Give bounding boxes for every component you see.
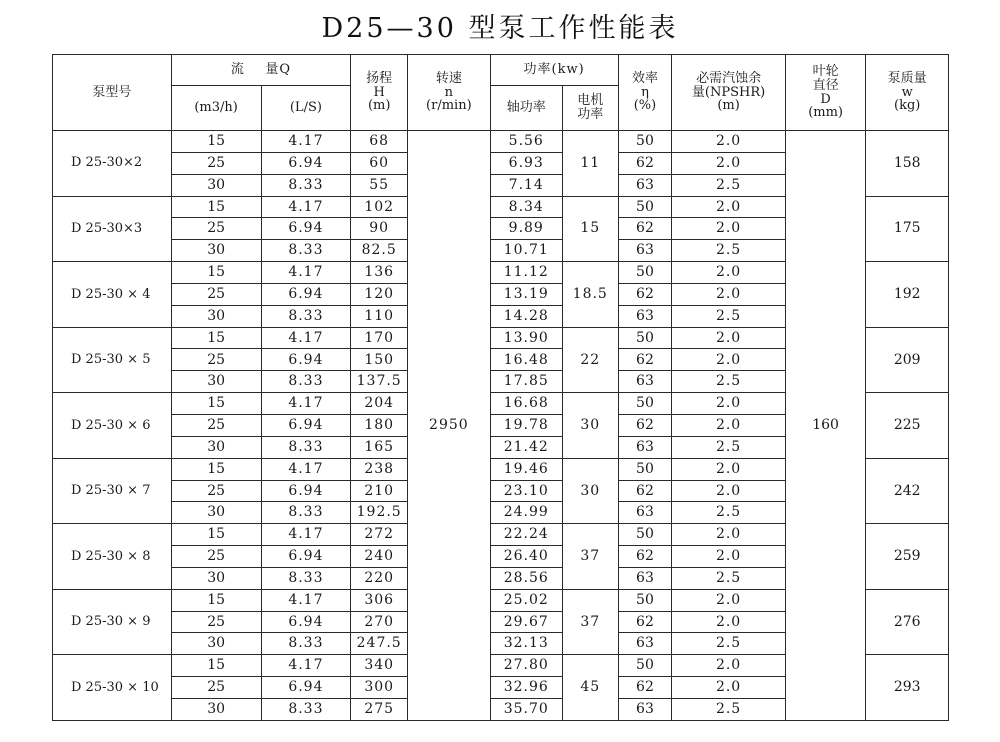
motor-power-cell: 45 [562, 655, 618, 721]
head-cell: 238 [351, 458, 408, 480]
shaft-power-cell: 11.12 [490, 262, 562, 284]
npsh-cell: 2.0 [672, 393, 786, 415]
flow-ls-cell: 4.17 [261, 655, 351, 677]
pump-weight-cell: 293 [866, 655, 949, 721]
flow-m3h-cell: 30 [171, 371, 261, 393]
motor-power-cell: 15 [562, 196, 618, 262]
efficiency-cell: 63 [618, 698, 672, 720]
npsh-cell: 2.0 [672, 196, 786, 218]
model-name: D 25-30 × 6 [53, 393, 172, 459]
efficiency-cell: 62 [618, 611, 672, 633]
flow-m3h-cell: 15 [171, 196, 261, 218]
head-cell: 90 [351, 218, 408, 240]
head-cell: 210 [351, 480, 408, 502]
efficiency-cell: 62 [618, 152, 672, 174]
npsh-cell: 2.0 [672, 458, 786, 480]
head-cell: 192.5 [351, 502, 408, 524]
npsh-cell: 2.0 [672, 655, 786, 677]
flow-m3h-cell: 25 [171, 152, 261, 174]
flow-m3h-cell: 25 [171, 480, 261, 502]
flow-m3h-cell: 15 [171, 655, 261, 677]
efficiency-cell: 63 [618, 567, 672, 589]
flow-ls-cell: 4.17 [261, 196, 351, 218]
shaft-power-cell: 16.68 [490, 393, 562, 415]
flow-ls-cell: 4.17 [261, 524, 351, 546]
flow-ls-cell: 4.17 [261, 131, 351, 153]
shaft-power-cell: 14.28 [490, 305, 562, 327]
shaft-power-cell: 17.85 [490, 371, 562, 393]
head-cell: 120 [351, 283, 408, 305]
model-name: D 25-30 × 5 [53, 327, 172, 393]
flow-ls-cell: 6.94 [261, 611, 351, 633]
flow-ls-cell: 4.17 [261, 262, 351, 284]
head-cell: 150 [351, 349, 408, 371]
npsh-cell: 2.0 [672, 283, 786, 305]
head-cell: 300 [351, 677, 408, 699]
flow-m3h-cell: 25 [171, 349, 261, 371]
head-cell: 55 [351, 174, 408, 196]
page-title: D25—30 型泵工作性能表 [321, 13, 679, 44]
npsh-cell: 2.5 [672, 240, 786, 262]
efficiency-cell: 62 [618, 414, 672, 436]
efficiency-cell: 62 [618, 349, 672, 371]
flow-ls-cell: 6.94 [261, 349, 351, 371]
flow-ls-cell: 6.94 [261, 480, 351, 502]
head-cell: 68 [351, 131, 408, 153]
npsh-cell: 2.0 [672, 611, 786, 633]
head-cell: 220 [351, 567, 408, 589]
head-cell: 137.5 [351, 371, 408, 393]
table-body [53, 131, 949, 721]
shaft-power-cell: 32.96 [490, 677, 562, 699]
shaft-power-cell: 21.42 [490, 436, 562, 458]
npsh-cell: 2.0 [672, 677, 786, 699]
shaft-power-cell: 23.10 [490, 480, 562, 502]
flow-ls-cell: 4.17 [261, 458, 351, 480]
flow-ls-cell: 4.17 [261, 589, 351, 611]
head-cell: 275 [351, 698, 408, 720]
shaft-power-cell: 8.34 [490, 196, 562, 218]
flow-m3h-cell: 30 [171, 436, 261, 458]
motor-power-cell: 22 [562, 327, 618, 393]
performance-table [52, 54, 949, 721]
header-shaft-power: 轴功率 [490, 86, 562, 131]
flow-m3h-cell: 15 [171, 327, 261, 349]
npsh-cell: 2.0 [672, 480, 786, 502]
shaft-power-cell: 6.93 [490, 152, 562, 174]
flow-m3h-cell: 15 [171, 262, 261, 284]
pump-weight-cell: 259 [866, 524, 949, 590]
head-cell: 82.5 [351, 240, 408, 262]
shaft-power-cell: 24.99 [490, 502, 562, 524]
flow-m3h-cell: 30 [171, 698, 261, 720]
head-cell: 102 [351, 196, 408, 218]
head-cell: 240 [351, 546, 408, 568]
flow-m3h-cell: 30 [171, 633, 261, 655]
npsh-cell: 2.0 [672, 349, 786, 371]
pump-weight-cell: 242 [866, 458, 949, 524]
efficiency-cell: 63 [618, 240, 672, 262]
npsh-cell: 2.0 [672, 524, 786, 546]
flow-m3h-cell: 25 [171, 611, 261, 633]
npsh-cell: 2.0 [672, 262, 786, 284]
efficiency-cell: 63 [618, 174, 672, 196]
flow-m3h-cell: 30 [171, 174, 261, 196]
shaft-power-cell: 35.70 [490, 698, 562, 720]
head-cell: 247.5 [351, 633, 408, 655]
header-impeller: 叶轮 直径 D (mm) [785, 55, 866, 131]
npsh-cell: 2.5 [672, 174, 786, 196]
header-flow-m3h: (m3/h) [171, 86, 261, 131]
shaft-power-cell: 28.56 [490, 567, 562, 589]
model-name: D 25-30 × 10 [53, 655, 172, 721]
efficiency-cell: 62 [618, 546, 672, 568]
flow-ls-cell: 8.33 [261, 698, 351, 720]
motor-power-cell: 30 [562, 458, 618, 524]
efficiency-cell: 50 [618, 196, 672, 218]
efficiency-cell: 63 [618, 502, 672, 524]
head-cell: 272 [351, 524, 408, 546]
efficiency-cell: 62 [618, 283, 672, 305]
shaft-power-cell: 22.24 [490, 524, 562, 546]
pump-weight-cell: 276 [866, 589, 949, 655]
flow-ls-cell: 8.33 [261, 240, 351, 262]
model-name: D 25-30 × 9 [53, 589, 172, 655]
npsh-cell: 2.5 [672, 502, 786, 524]
motor-power-cell: 30 [562, 393, 618, 459]
flow-m3h-cell: 30 [171, 567, 261, 589]
efficiency-cell: 63 [618, 633, 672, 655]
pump-weight-cell: 192 [866, 262, 949, 328]
head-cell: 306 [351, 589, 408, 611]
shaft-power-cell: 19.46 [490, 458, 562, 480]
shaft-power-cell: 27.80 [490, 655, 562, 677]
flow-ls-cell: 6.94 [261, 283, 351, 305]
head-cell: 270 [351, 611, 408, 633]
flow-ls-cell: 6.94 [261, 218, 351, 240]
model-name: D 25-30 × 7 [53, 458, 172, 524]
motor-power-cell: 37 [562, 524, 618, 590]
shaft-power-cell: 5.56 [490, 131, 562, 153]
shaft-power-cell: 7.14 [490, 174, 562, 196]
efficiency-cell: 50 [618, 327, 672, 349]
header-weight: 泵质量 w (kg) [866, 55, 949, 131]
model-name: D 25-30×3 [53, 196, 172, 262]
shaft-power-cell: 29.67 [490, 611, 562, 633]
flow-ls-cell: 6.94 [261, 414, 351, 436]
efficiency-cell: 50 [618, 262, 672, 284]
pump-weight-cell: 225 [866, 393, 949, 459]
header-motor-power: 电机 功率 [562, 86, 618, 131]
pump-weight-cell: 175 [866, 196, 949, 262]
flow-m3h-cell: 15 [171, 393, 261, 415]
flow-ls-cell: 8.33 [261, 436, 351, 458]
model-name: D 25-30×2 [53, 131, 172, 197]
npsh-cell: 2.0 [672, 589, 786, 611]
header-flow-ls: (L/S) [261, 86, 351, 131]
motor-power-cell: 37 [562, 589, 618, 655]
flow-m3h-cell: 25 [171, 218, 261, 240]
flow-ls-cell: 6.94 [261, 546, 351, 568]
head-cell: 136 [351, 262, 408, 284]
npsh-cell: 2.0 [672, 546, 786, 568]
shaft-power-cell: 19.78 [490, 414, 562, 436]
flow-m3h-cell: 25 [171, 546, 261, 568]
flow-ls-cell: 8.33 [261, 633, 351, 655]
header-head: 扬程 H (m) [351, 55, 408, 131]
shaft-power-cell: 13.19 [490, 283, 562, 305]
flow-ls-cell: 8.33 [261, 305, 351, 327]
impeller-diameter-cell: 160 [785, 131, 866, 721]
npsh-cell: 2.0 [672, 414, 786, 436]
flow-ls-cell: 4.17 [261, 327, 351, 349]
flow-ls-cell: 6.94 [261, 152, 351, 174]
shaft-power-cell: 9.89 [490, 218, 562, 240]
efficiency-cell: 50 [618, 589, 672, 611]
shaft-power-cell: 10.71 [490, 240, 562, 262]
head-cell: 170 [351, 327, 408, 349]
header-npsh: 必需汽蚀余 量(NPSHR) (m) [672, 55, 786, 131]
npsh-cell: 2.5 [672, 436, 786, 458]
efficiency-cell: 62 [618, 480, 672, 502]
flow-m3h-cell: 30 [171, 305, 261, 327]
header-model: 泵型号 [53, 55, 172, 131]
speed-cell: 2950 [408, 131, 491, 721]
efficiency-cell: 62 [618, 677, 672, 699]
header-power: 功率(kw) [490, 55, 618, 86]
header-speed: 转速 n (r/min) [408, 55, 491, 131]
flow-ls-cell: 8.33 [261, 502, 351, 524]
motor-power-cell: 18.5 [562, 262, 618, 328]
npsh-cell: 2.0 [672, 218, 786, 240]
head-cell: 165 [351, 436, 408, 458]
flow-m3h-cell: 15 [171, 458, 261, 480]
motor-power-cell: 11 [562, 131, 618, 197]
pump-weight-cell: 158 [866, 131, 949, 197]
npsh-cell: 2.5 [672, 371, 786, 393]
model-name: D 25-30 × 4 [53, 262, 172, 328]
efficiency-cell: 63 [618, 305, 672, 327]
efficiency-cell: 62 [618, 218, 672, 240]
flow-m3h-cell: 25 [171, 677, 261, 699]
efficiency-cell: 50 [618, 524, 672, 546]
flow-m3h-cell: 25 [171, 414, 261, 436]
head-cell: 340 [351, 655, 408, 677]
efficiency-cell: 50 [618, 131, 672, 153]
table-row [53, 131, 949, 153]
flow-m3h-cell: 15 [171, 131, 261, 153]
npsh-cell: 2.0 [672, 152, 786, 174]
npsh-cell: 2.0 [672, 327, 786, 349]
shaft-power-cell: 16.48 [490, 349, 562, 371]
pump-weight-cell: 209 [866, 327, 949, 393]
shaft-power-cell: 26.40 [490, 546, 562, 568]
npsh-cell: 2.5 [672, 633, 786, 655]
shaft-power-cell: 13.90 [490, 327, 562, 349]
flow-ls-cell: 6.94 [261, 677, 351, 699]
shaft-power-cell: 25.02 [490, 589, 562, 611]
model-name: D 25-30 × 8 [53, 524, 172, 590]
npsh-cell: 2.5 [672, 305, 786, 327]
flow-ls-cell: 4.17 [261, 393, 351, 415]
flow-m3h-cell: 15 [171, 524, 261, 546]
flow-ls-cell: 8.33 [261, 567, 351, 589]
efficiency-cell: 63 [618, 371, 672, 393]
npsh-cell: 2.5 [672, 567, 786, 589]
header-flow: 流 量Q [171, 55, 351, 86]
head-cell: 110 [351, 305, 408, 327]
flow-ls-cell: 8.33 [261, 174, 351, 196]
flow-m3h-cell: 30 [171, 502, 261, 524]
efficiency-cell: 50 [618, 458, 672, 480]
flow-m3h-cell: 30 [171, 240, 261, 262]
efficiency-cell: 50 [618, 393, 672, 415]
head-cell: 180 [351, 414, 408, 436]
flow-m3h-cell: 25 [171, 283, 261, 305]
npsh-cell: 2.5 [672, 698, 786, 720]
flow-m3h-cell: 15 [171, 589, 261, 611]
header-efficiency: 效率 η (%) [618, 55, 672, 131]
flow-ls-cell: 8.33 [261, 371, 351, 393]
efficiency-cell: 63 [618, 436, 672, 458]
npsh-cell: 2.0 [672, 131, 786, 153]
head-cell: 60 [351, 152, 408, 174]
head-cell: 204 [351, 393, 408, 415]
efficiency-cell: 50 [618, 655, 672, 677]
shaft-power-cell: 32.13 [490, 633, 562, 655]
